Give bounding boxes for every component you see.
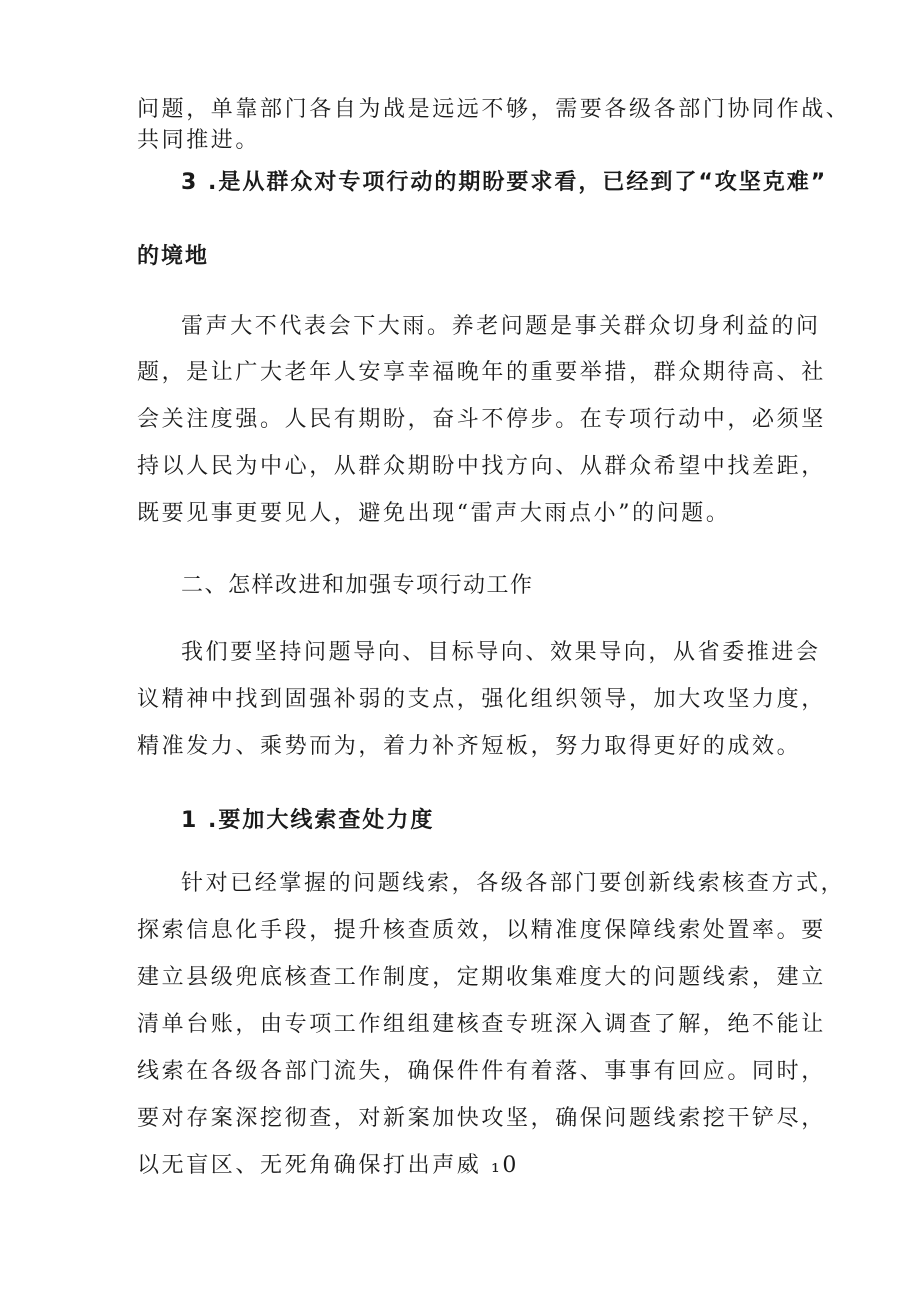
text-line: 要对存案深挖彻查，对新案加快攻坚，确保问题线索挖干铲尽，	[137, 1106, 826, 1131]
text-line: 以无盲区、无死角确保打出声威 ₁0	[137, 1153, 520, 1178]
text-line: 探索信息化手段，提升核查质效，以精准度保障线索处置率。要	[137, 918, 826, 943]
text-line: 我们要坚持问题导向、目标导向、效果导向，从省委推进会	[181, 640, 821, 665]
text-line: 共同推进。	[137, 128, 261, 153]
text-line: 清单台账，由专项工作组组建核查专班深入调查了解，绝不能让	[137, 1012, 826, 1037]
text-line: 议精神中找到固强补弱的支点，强化组织领导，加大攻坚力度，	[137, 687, 826, 712]
text-line: 问题，单靠部门各自为战是远远不够，需要各级各部门协同作战、	[137, 97, 851, 122]
text-line: 针对已经掌握的问题线索，各级各部门要创新线索核查方式，	[181, 871, 846, 896]
text-line: 线索在各级各部门流失，确保件件有着落、事事有回应。同时，	[137, 1059, 826, 1084]
text-line: 会关注度强。人民有期盼，奋斗不停步。在专项行动中，必须坚	[137, 407, 826, 432]
text-line: 既要见事更要见人，避免出现“雷声大雨点小”的问题。	[137, 501, 731, 526]
text-line: 题，是让广大老年人安享幸福晚年的重要举措，群众期待高、社	[137, 360, 826, 385]
text-line: 的境地	[137, 244, 210, 269]
text-line: 3 .是从群众对专项行动的期盼要求看，已经到了“攻坚克难”	[181, 170, 828, 195]
subheading-1-text: 1 .要加大线索查处力度	[181, 808, 435, 833]
text-line: 持以人民为中心，从群众期盼中找方向、从群众希望中找差距，	[137, 454, 826, 479]
text-line: 建立县级兜底核查工作制度，定期收集难度大的问题线索，建立	[137, 965, 826, 990]
text-line: 雷声大不代表会下大雨。养老问题是事关群众切身利益的问	[181, 314, 821, 339]
section-heading-text: 二、怎样改进和加强专项行动工作	[181, 573, 534, 598]
text-line: 精准发力、乘势而为，着力补齐短板，努力取得更好的成效。	[137, 734, 802, 759]
